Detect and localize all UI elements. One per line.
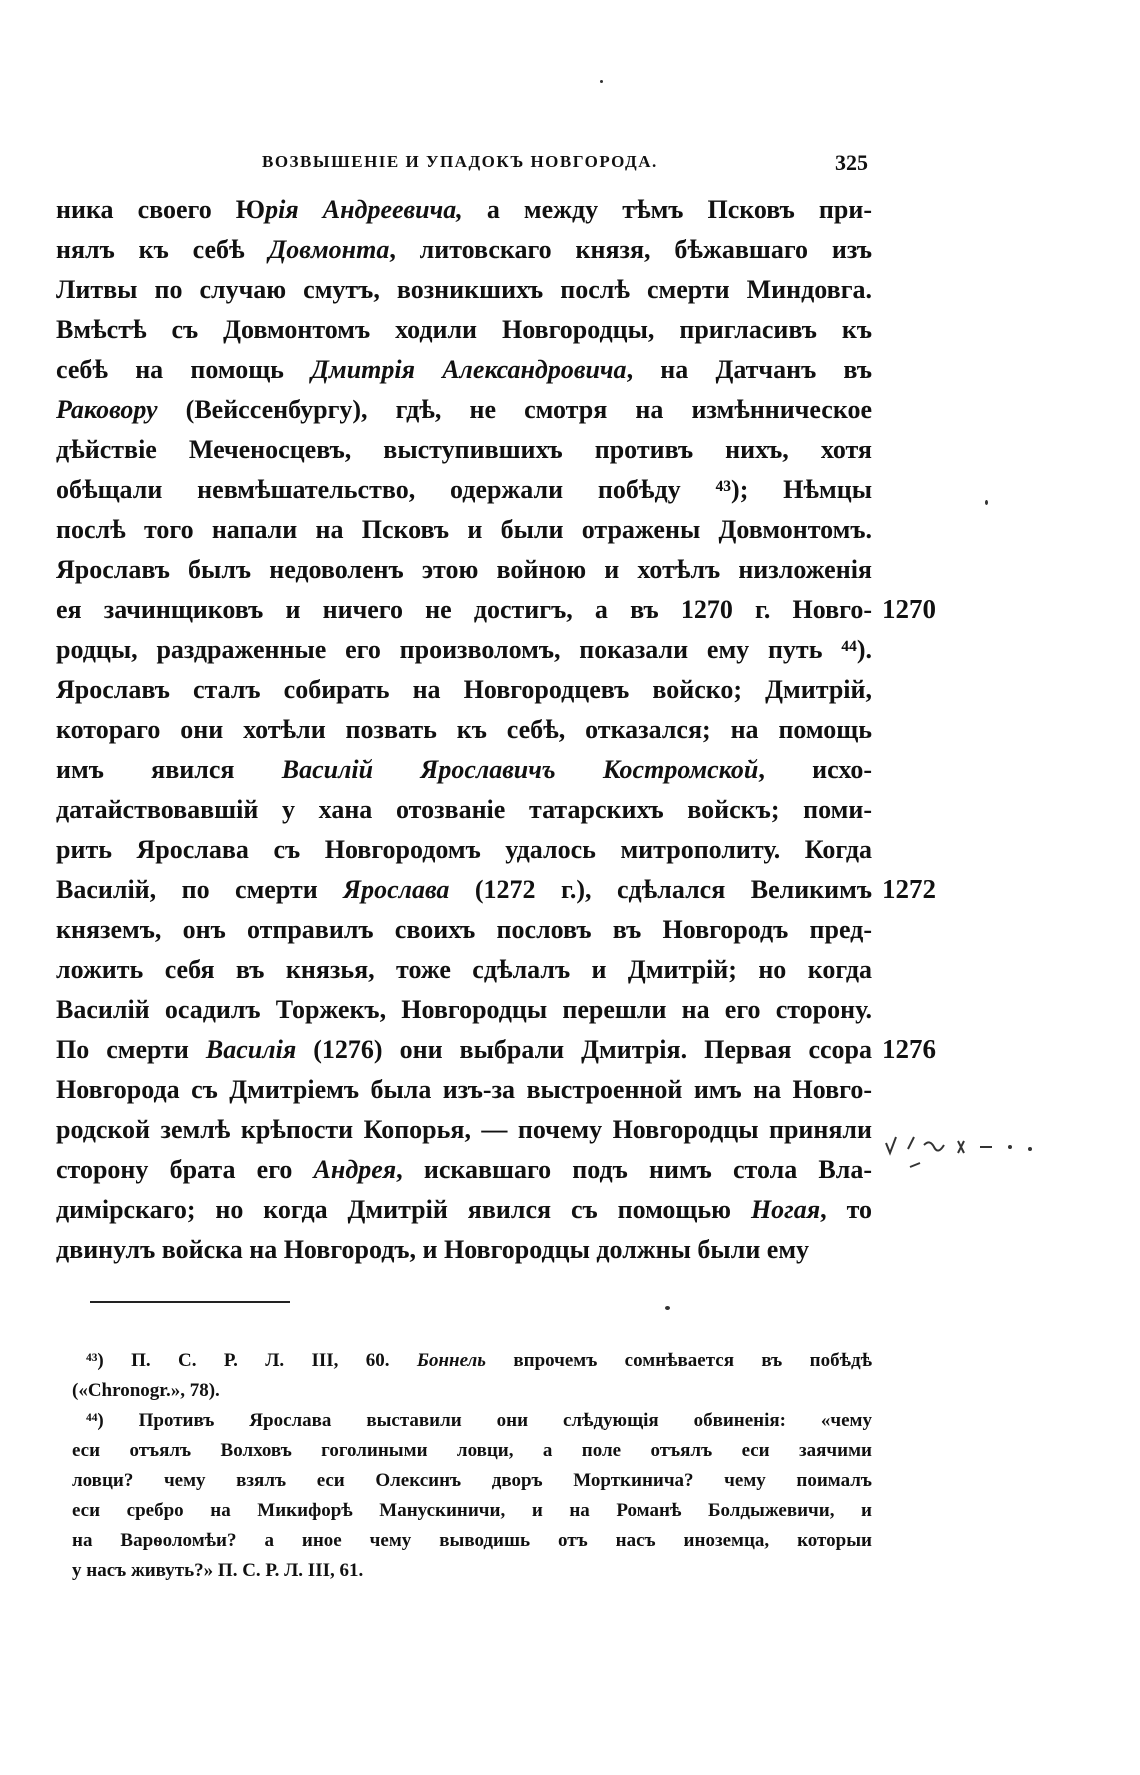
footnote-line: ⁴³) П. С. Р. Л. III, 60. Боннель впрочемъ сомнѣвается въ побѣдѣ [86,1350,872,1371]
text-line: Василій, по смерти Ярослава (1272 г.), сдѣлался Великимъ [56,875,873,904]
page-number: 325 [835,150,868,175]
footnote-rule [90,1301,290,1303]
margin-year: 1270 [882,594,936,624]
text-line: По смерти Василія (1276) они выбрали Дмитрія. Первая ссора [56,1035,872,1064]
speck-mark [665,1306,670,1310]
text-line: ложить себя въ князья, тоже сдѣлалъ и Дмитрій; но когда [56,955,872,984]
text-line: родцы, раздраженные его произволомъ, показали ему путь ⁴⁴). [56,635,872,664]
footnote-line: ⁴⁴) Противъ Ярослава выставили они слѣдующія обвиненія: «чему [86,1410,872,1431]
text-line: котораго они хотѣли позвать къ себѣ, отказался; на помощь [56,715,872,744]
margin-year: 1272 [882,874,936,904]
text-line: димірскаго; но когда Дмитрій явился съ помощью Ногая, то [56,1195,873,1224]
running-head: ВОЗВЫШЕНІЕ И УПАДОКЪ НОВГОРОДА. [262,152,658,171]
text-line: Литвы по случаю смутъ, возникшихъ послѣ смерти Миндовга. [56,275,872,304]
text-line: Вмѣстѣ съ Довмонтомъ ходили Новгородцы, пригласивъ къ [56,315,872,344]
text-line: Ярославъ сталъ собирать на Новгородцевъ войско; Дмитрій, [56,675,872,704]
text-line: дѣйствіе Меченосцевъ, выступившихъ противъ нихъ, хотя [56,435,872,464]
text-line: имъ явился Василій Ярославичъ Костромской, исхо- [56,755,872,784]
text-line: ея зачинщиковъ и ничего не достигъ, а въ 1270 г. Новго- [56,595,872,624]
text-line: сторону брата его Андрея, искавшаго подъ нимъ стола Вла- [56,1155,873,1184]
text-line: Новгорода съ Дмитріемъ была изъ-за выстроенной имъ на Новго- [56,1075,872,1104]
text-line: датайствовавшій у хана отозваніе татарскихъ войскъ; поми- [56,795,872,824]
footnote-line: на Варѳоломѣи? а иное чему выводишь отъ насъ иноземца, которыи [72,1530,872,1551]
footnote-line: у насъ живуть?» П. С. Р. Л. III, 61. [72,1560,364,1581]
margin-year: 1276 [882,1034,936,1064]
text-line: родской землѣ крѣпости Копорья, — почему Новгородцы приняли [56,1115,872,1144]
footnote-line: еси отъялъ Волховъ гоголиными ловци, а поле отъялъ еси заячими [72,1440,872,1461]
text-line: ника своего Юрія Андреевича, а между тѣмъ Псковъ при- [56,195,872,224]
speck-mark [600,80,603,83]
text-line: обѣщали невмѣшательство, одержали побѣду ⁴³); Нѣмцы [56,475,872,504]
footnotes [72,1346,872,1586]
speck-mark [985,500,988,505]
text-line: послѣ того напали на Псковъ и были отражены Довмонтомъ. [56,515,872,544]
text-line: двинулъ войска на Новгородъ, и Новгородцы должны были ему [56,1235,810,1264]
footnote-line: ловци? чему взялъ еси Олексинъ дворъ Морткинича? чему поималъ [72,1470,872,1491]
text-line: Раковору (Вейссенбургу), гдѣ, не смотря на измѣнническое [56,395,872,424]
footnote-line: («Chronogr.», 78). [72,1380,220,1401]
footnote-line: еси сребро на Микифорѣ Манускиничи, и на Романѣ Болдыжевичи, и [72,1500,872,1521]
main-text [56,190,872,1270]
handwritten-mark [880,1123,1060,1183]
text-line: себѣ на помощь Дмитрія Александровича, на Датчанъ въ [56,355,872,384]
text-line: нялъ къ себѣ Довмонта, литовскаго князя, бѣжавшаго изъ [56,235,872,264]
text-line: Ярославъ былъ недоволенъ этою войною и хотѣлъ низложенія [56,555,872,584]
text-line: княземъ, онъ отправилъ своихъ пословъ въ Новгородъ пред- [56,915,872,944]
text-line: рить Ярослава съ Новгородомъ удалось митрополиту. Когда [56,835,872,864]
text-line: Василій осадилъ Торжекъ, Новгородцы перешли на его сторону. [56,995,872,1024]
